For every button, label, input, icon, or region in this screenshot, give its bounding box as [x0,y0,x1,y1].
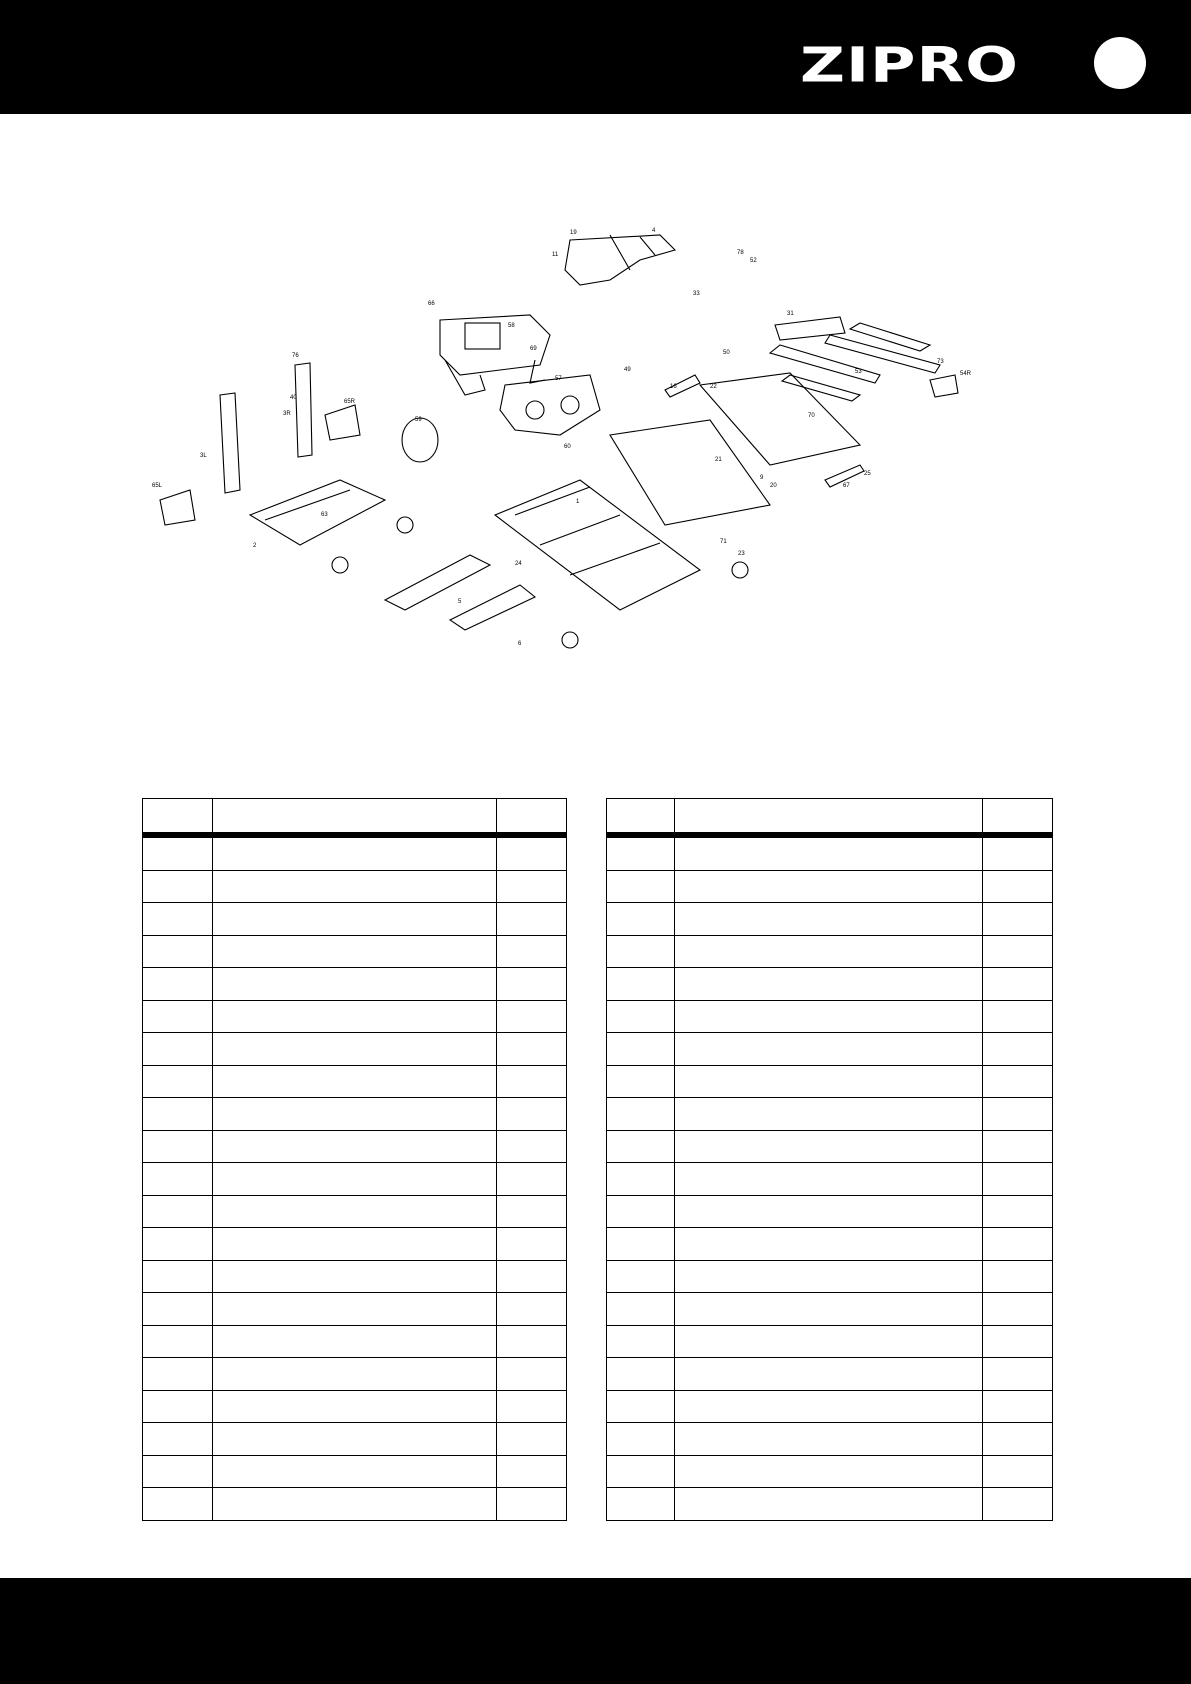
table-row [607,1130,1053,1163]
table-cell [497,1293,567,1326]
callout-label: 9 [760,475,764,481]
table-cell [983,1130,1053,1163]
callout-label: 3L [200,453,207,459]
table-row [143,1325,567,1358]
table-cell [213,935,497,968]
motor [402,418,438,462]
table-cell [213,903,497,936]
table-cell [143,1195,213,1228]
table-cell [675,1000,983,1033]
table-row [607,1000,1053,1033]
table-cell [983,1390,1053,1423]
table-cell [497,968,567,1001]
table-cell [497,935,567,968]
callout-label: 19 [570,230,577,236]
table-cell [607,1423,675,1456]
table-cell [675,1325,983,1358]
table-row [143,903,567,936]
table-cell [143,1098,213,1131]
table-cell [213,1455,497,1488]
console-screen [465,323,500,349]
callout-label: 21 [715,457,722,463]
callout-label: 69 [530,346,537,352]
callout-label: 4 [652,228,656,234]
callout-label: 5 [458,599,462,605]
table-cell [143,903,213,936]
table-cell [675,1033,983,1066]
callout-label: 60 [564,444,571,450]
table-cell [213,1098,497,1131]
table-header-cell [213,799,497,836]
table-cell [607,1163,675,1196]
table-cell [213,1260,497,1293]
table-row [143,1488,567,1521]
callout-label: 52 [750,258,757,264]
table-cell [497,1455,567,1488]
table-row [607,1293,1053,1326]
diagram-callouts [152,228,972,647]
table-cell [607,1455,675,1488]
table-row [143,1098,567,1131]
callout-label: 50 [723,350,730,356]
page-number-circle [1094,37,1146,89]
table-cell [497,1260,567,1293]
incline-frame [450,585,535,630]
table-cell [497,1130,567,1163]
callout-label: 2 [253,543,257,549]
table-row [143,870,567,903]
parts-table-right [606,798,1053,1521]
table-header-cell [607,799,675,836]
callout-label: 78 [737,250,744,256]
table-cell [675,1260,983,1293]
table-cell [607,1260,675,1293]
callout-label: 59 [415,417,422,423]
table-cell [143,1260,213,1293]
table-row [607,1358,1053,1391]
callout-label: 65R [344,399,356,405]
table-row [607,1163,1053,1196]
callout-label: 54R [960,371,972,377]
brand-logo: ZIPRO [800,36,1019,94]
callout-label: 20 [770,483,777,489]
table-cell [143,835,213,870]
table-cell [675,870,983,903]
table-row [143,1000,567,1033]
callout-label: 49 [624,367,631,373]
callout-label: 31 [787,311,794,317]
table-cell [143,968,213,1001]
table-cell [213,870,497,903]
table-row [607,1098,1053,1131]
table-cell [607,903,675,936]
table-cell [497,1065,567,1098]
footer-bar [0,1578,1191,1684]
table-cell [675,1228,983,1261]
table-cell [497,870,567,903]
table-cell [607,1325,675,1358]
table-cell [213,1130,497,1163]
upright-left [220,393,240,493]
table-header-cell [983,799,1053,836]
table-cell [675,1423,983,1456]
table-cell [143,935,213,968]
table-cell [675,1455,983,1488]
base-frame [250,480,385,545]
table-cell [213,1423,497,1456]
upright-right [295,363,312,457]
table-cell [143,1358,213,1391]
table-row [143,968,567,1001]
table-cell [675,968,983,1001]
table-row [143,1228,567,1261]
table-cell [675,1488,983,1521]
table-cell [213,1163,497,1196]
table-cell [675,1130,983,1163]
table-cell [607,968,675,1001]
table-cell [143,1228,213,1261]
table-cell [143,1390,213,1423]
table-cell [143,1130,213,1163]
motor-hood [500,375,600,435]
table-row [607,935,1053,968]
table-row [143,1260,567,1293]
table-cell [675,1195,983,1228]
table-cell [607,935,675,968]
table-cell [983,1195,1053,1228]
table-cell [497,903,567,936]
table-row [607,1195,1053,1228]
table-cell [983,1423,1053,1456]
table-cell [213,1325,497,1358]
table-cell [213,1000,497,1033]
table-cell [497,1228,567,1261]
table-cell [983,1098,1053,1131]
callout-label: 3R [283,411,291,417]
parts-table-left [142,798,567,1521]
table-cell [983,870,1053,903]
callout-label: 67 [843,483,850,489]
table-cell [675,903,983,936]
table-row [607,1033,1053,1066]
handlebar-frame [565,235,675,285]
table-cell [497,1325,567,1358]
table-cell [213,968,497,1001]
table-row [143,1390,567,1423]
table-header-cell [675,799,983,836]
table-cell [143,1000,213,1033]
lower-frame [385,555,490,610]
table-cell [143,870,213,903]
end-cap-left [160,490,195,525]
table-cell [213,1390,497,1423]
table-cell [983,903,1053,936]
table-row [607,835,1053,870]
table-cell [607,1358,675,1391]
table-cell [675,1293,983,1326]
table-cell [983,835,1053,870]
table-row [143,835,567,870]
table-cell [497,1000,567,1033]
table-cell [607,870,675,903]
table-cell [983,1260,1053,1293]
callout-label: 40 [290,395,297,401]
table-cell [983,1325,1053,1358]
callout-label: 57 [555,376,562,382]
table-header-row [143,799,567,836]
callout-label: 65L [152,483,163,489]
callout-label: 22 [710,384,717,390]
table-cell [983,1488,1053,1521]
table-cell [213,1033,497,1066]
table-cell [675,935,983,968]
table-row [607,903,1053,936]
table-cell [983,1228,1053,1261]
table-cell [213,1065,497,1098]
table-cell [607,1195,675,1228]
side-rail-right [825,335,940,373]
table-cell [497,1488,567,1521]
table-cell [497,1195,567,1228]
table-cell [143,1065,213,1098]
table-cell [607,1293,675,1326]
running-belt [700,373,860,465]
table-row [607,1488,1053,1521]
table-row [143,1033,567,1066]
table-cell [143,1488,213,1521]
table-cell [607,1488,675,1521]
table-cell [983,968,1053,1001]
table-cell [607,1033,675,1066]
callout-label: 16 [670,384,677,390]
table-cell [983,1000,1053,1033]
callout-label: 58 [508,323,515,329]
table-cell [983,1163,1053,1196]
table-cell [143,1455,213,1488]
table-cell [143,1423,213,1456]
table-cell [213,1358,497,1391]
table-cell [607,1228,675,1261]
table-cell [213,835,497,870]
table-cell [607,1000,675,1033]
table-cell [675,1098,983,1131]
table-cell [213,1195,497,1228]
callout-label: 6 [518,641,522,647]
table-row [143,1163,567,1196]
table-cell [607,1390,675,1423]
table-cell [497,1390,567,1423]
running-deck [610,420,770,525]
table-row [607,870,1053,903]
table-cell [213,1488,497,1521]
table-cell [675,1390,983,1423]
table-row [607,1325,1053,1358]
table-cell [497,1098,567,1131]
callout-label: 71 [720,539,727,545]
table-row [143,1293,567,1326]
table-header-row [607,799,1053,836]
header-bar [0,0,1191,114]
table-cell [143,1293,213,1326]
table-cell [983,1033,1053,1066]
table-cell [213,1293,497,1326]
exploded-parts-diagram [140,225,1060,720]
table-cell [675,1358,983,1391]
table-cell [497,835,567,870]
table-row [607,1390,1053,1423]
table-row [607,1228,1053,1261]
table-row [607,1260,1053,1293]
callout-label: 23 [738,551,745,557]
callout-label: 76 [292,353,299,359]
table-header-cell [143,799,213,836]
table-cell [497,1423,567,1456]
table-cell [143,1163,213,1196]
callout-label: 70 [808,413,815,419]
callout-label: 33 [693,291,700,297]
callout-label: 63 [321,512,328,518]
table-cell [143,1033,213,1066]
table-row [607,968,1053,1001]
table-cell [983,1293,1053,1326]
table-cell [497,1163,567,1196]
table-row [143,1195,567,1228]
main-frame [495,480,700,610]
callout-label: 66 [428,301,435,307]
table-cell [607,1065,675,1098]
table-row [607,1423,1053,1456]
table-cell [983,1455,1053,1488]
table-cell [497,1358,567,1391]
table-header-cell [497,799,567,836]
callout-label: 25 [864,471,871,477]
table-row [143,935,567,968]
table-cell [607,835,675,870]
end-cap-right [325,405,360,440]
table-row [143,1423,567,1456]
callout-label: 24 [515,561,522,567]
table-row [143,1358,567,1391]
table-cell [143,1325,213,1358]
table-cell [983,1065,1053,1098]
callout-label: 1 [576,499,580,505]
table-cell [497,1033,567,1066]
table-cell [675,1065,983,1098]
callout-label: 73 [937,359,944,365]
table-cell [213,1228,497,1261]
table-row [143,1130,567,1163]
table-row [143,1455,567,1488]
table-cell [607,1098,675,1131]
table-cell [675,835,983,870]
table-cell [607,1130,675,1163]
callout-label: 53 [855,369,862,375]
table-row [607,1455,1053,1488]
table-cell [983,935,1053,968]
callout-label: 11 [552,252,559,258]
table-row [143,1065,567,1098]
table-row [607,1065,1053,1098]
table-cell [983,1358,1053,1391]
table-cell [675,1163,983,1196]
